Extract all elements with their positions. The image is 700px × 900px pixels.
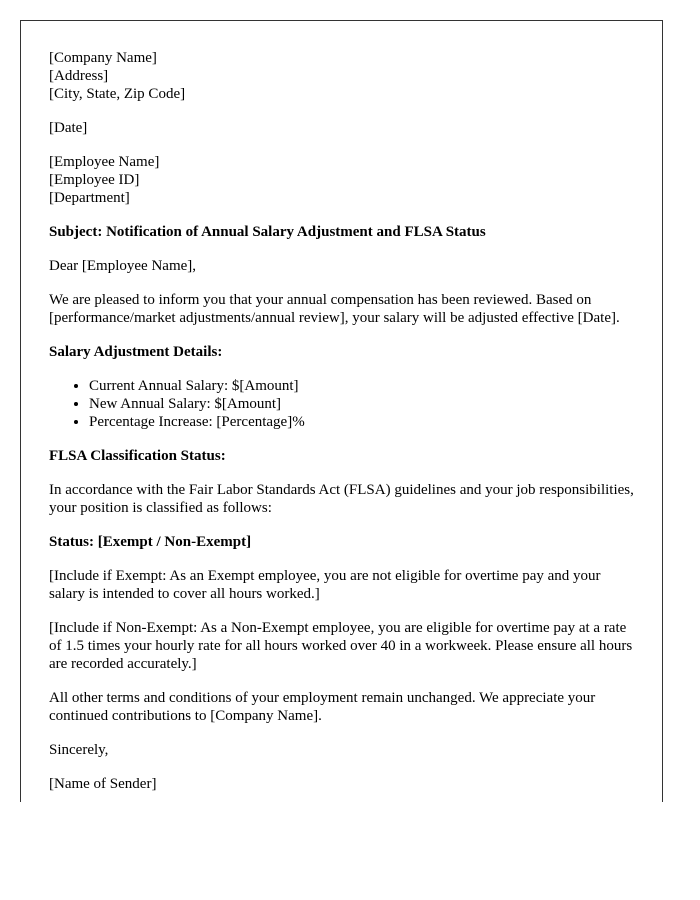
letter-date: [Date] — [49, 120, 88, 136]
list-item: • Current Annual Salary: $[Amount] — [89, 377, 634, 395]
status-line: Status: [Exempt / Non-Exempt] — [49, 534, 252, 550]
employee-id: [Employee ID] — [49, 172, 140, 188]
flsa-intro: In accordance with the Fair Labor Standards Act (FLSA) guidelines and your job responsibilities, your position is classified as follows: — [49, 482, 634, 516]
list-item: • Percentage Increase: [Percentage]% — [89, 413, 634, 431]
employee-name: [Employee Name] — [49, 154, 160, 170]
salutation: Dear [Employee Name], — [49, 258, 197, 274]
signature-name: [Name of Sender] — [49, 776, 157, 792]
company-address: [Address] — [49, 68, 109, 84]
salary-heading: Salary Adjustment Details: — [49, 344, 223, 360]
subject-line: Subject: Notification of Annual Salary Adjustment and FLSA Status — [49, 224, 486, 240]
company-name: [Company Name] — [49, 50, 157, 66]
department: [Department] — [49, 190, 130, 206]
intro-paragraph: We are pleased to inform you that your annual compensation has been reviewed. Based on [performance/market adjustments/annual review], your salary will be adjusted effective [Date]. — [49, 292, 620, 326]
nonexempt-paragraph: [Include if Non-Exempt: As a Non-Exempt employee, you are eligible for overtime pay at a rate of 1.5 times your hourly rate for all hours worked over 40 in a workweek. Please ensure all hours are recorded accurately.] — [49, 620, 633, 672]
flsa-heading: FLSA Classification Status: — [49, 448, 226, 464]
closing-paragraph: All other terms and conditions of your employment remain unchanged. We appreciate your continued contributions to [Company Name]. — [49, 690, 596, 724]
list-item: • New Annual Salary: $[Amount] — [89, 395, 634, 413]
letter-page — [20, 20, 663, 802]
salary-list — [49, 377, 634, 431]
closing: Sincerely, — [49, 742, 109, 758]
recipient-block — [49, 153, 634, 207]
sender-address — [49, 49, 634, 103]
company-city-state-zip: [City, State, Zip Code] — [49, 86, 186, 102]
exempt-paragraph: [Include if Exempt: As an Exempt employee, you are not eligible for overtime pay and your salary is intended to cover all hours worked.] — [49, 568, 601, 602]
